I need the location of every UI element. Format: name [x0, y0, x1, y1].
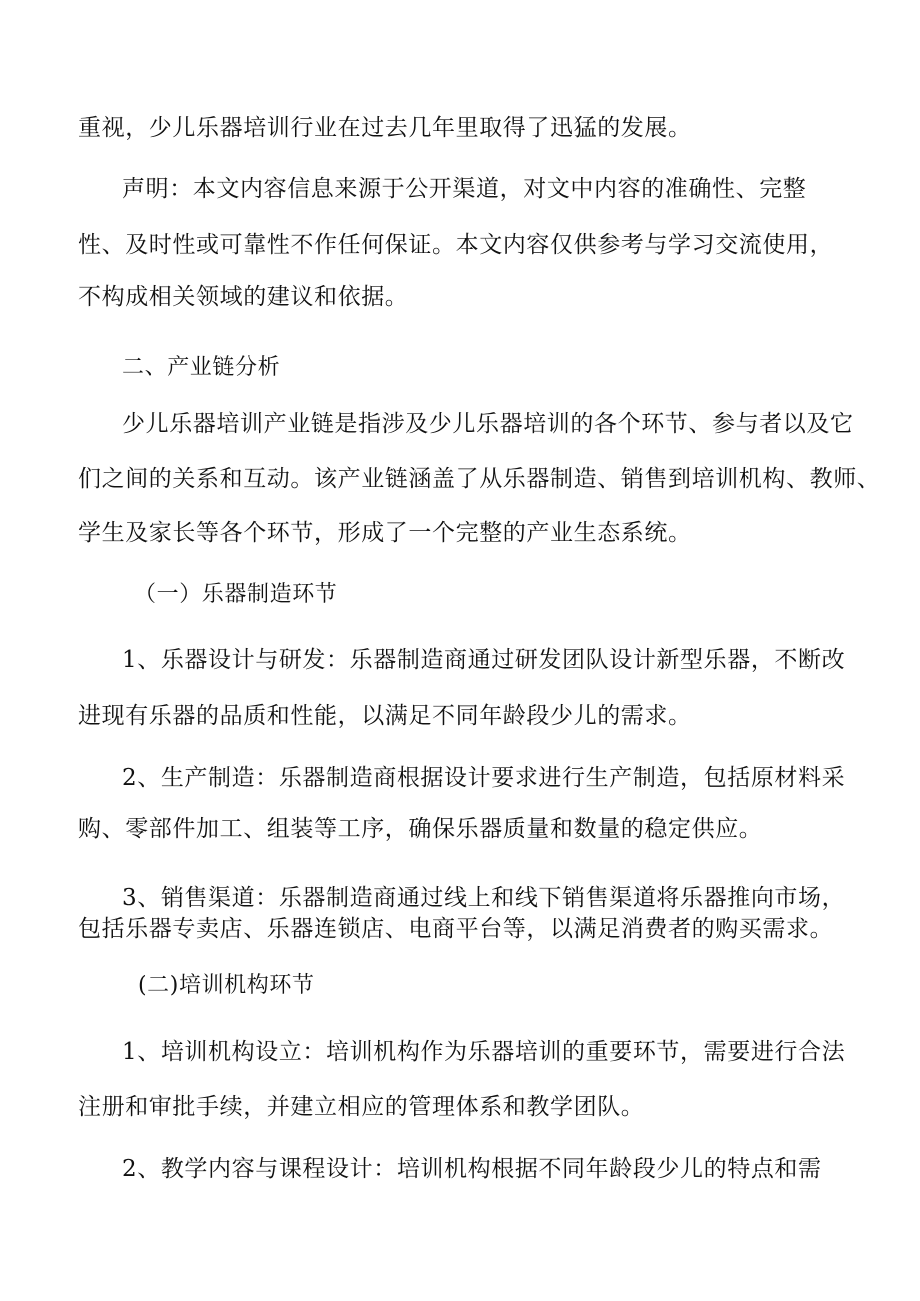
disclaimer-line: 声明：本文内容信息来源于公开渠道，对文中内容的准确性、完整: [122, 176, 807, 202]
subsection-heading: (二)培训机构环节: [138, 973, 315, 998]
list-item-line: 3、销售渠道：乐器制造商通过线上和线下销售渠道将乐器推向市场，: [122, 885, 846, 911]
disclaimer-line: 性、及时性或可靠性不作任何保证。本文内容仅供参考与学习交流使用，: [78, 232, 834, 258]
paragraph-line: 们之间的关系和互动。该产业链涵盖了从乐器制造、销售到培训机构、教师、: [78, 466, 881, 492]
list-item-line: 1、乐器设计与研发：乐器制造商通过研发团队设计新型乐器，不断改: [122, 647, 846, 673]
list-item-line: 进现有乐器的品质和性能，以满足不同年龄段少儿的需求。: [78, 703, 692, 729]
list-item-line: 注册和审批手续，并建立相应的管理体系和教学团队。: [78, 1094, 645, 1120]
list-item-line: 2、教学内容与课程设计：培训机构根据不同年龄段少儿的特点和需: [122, 1156, 822, 1182]
disclaimer-line: 不构成相关领域的建议和依据。: [78, 284, 409, 310]
list-item-line: 购、零部件加工、组装等工序，确保乐器质量和数量的稳定供应。: [78, 816, 763, 842]
list-item-line: 包括乐器专卖店、乐器连锁店、电商平台等，以满足消费者的购买需求。: [78, 916, 834, 942]
subsection-heading: （一）乐器制造环节: [134, 582, 338, 607]
paragraph-line: 学生及家长等各个环节，形成了一个完整的产业生态系统。: [78, 520, 692, 546]
paragraph-line: 重视，少儿乐器培训行业在过去几年里取得了迅猛的发展。: [78, 115, 692, 141]
section-heading: 二、产业链分析: [122, 355, 281, 380]
list-item-line: 1、培训机构设立：培训机构作为乐器培训的重要环节，需要进行合法: [122, 1039, 846, 1065]
list-item-line: 2、生产制造：乐器制造商根据设计要求进行生产制造，包括原材料采: [122, 765, 846, 791]
paragraph-line: 少儿乐器培训产业链是指涉及少儿乐器培训的各个环节、参与者以及它: [122, 411, 854, 437]
